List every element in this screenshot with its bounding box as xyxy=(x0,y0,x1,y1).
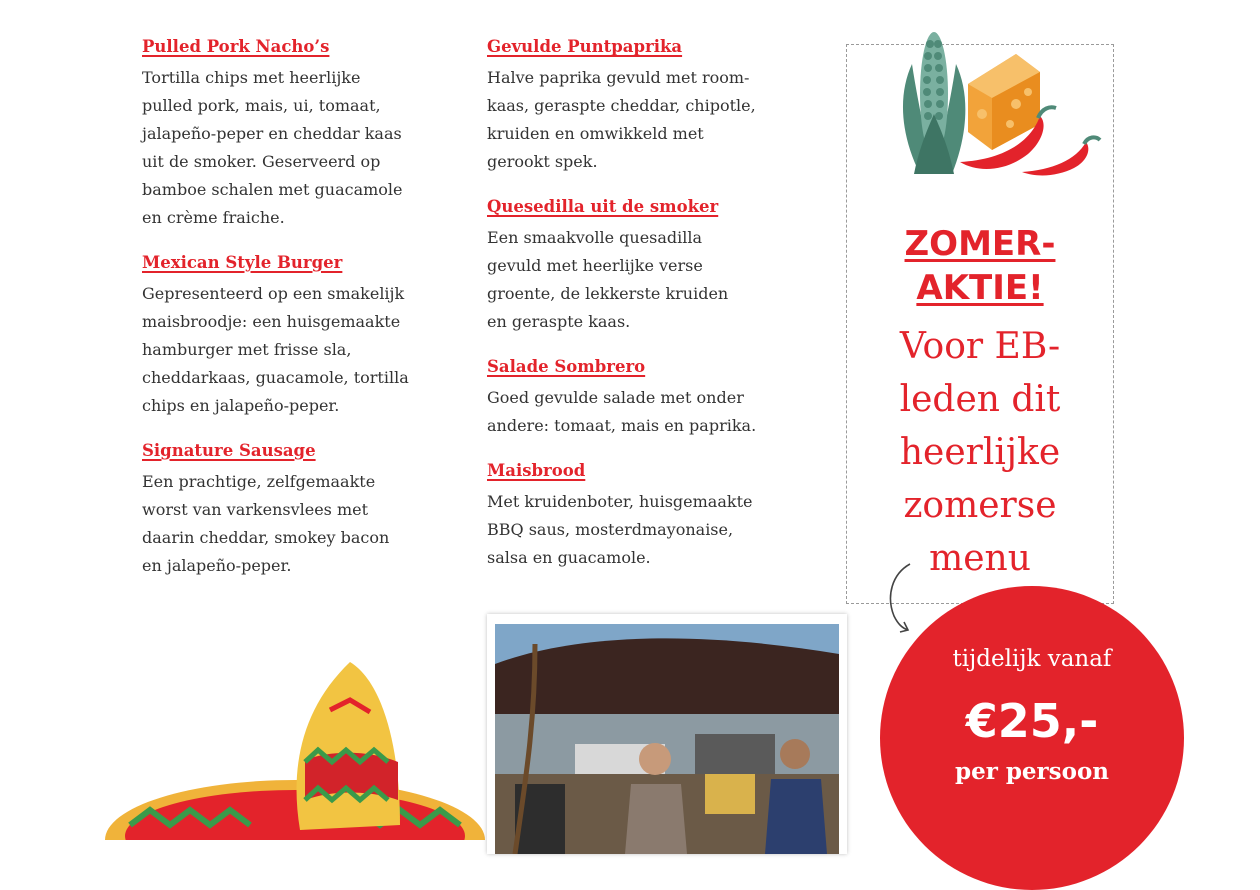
event-photo-image xyxy=(495,624,839,854)
price-suffix: per persoon xyxy=(954,758,1110,785)
promo-headline: ZOMER- AKTIE! xyxy=(904,224,1056,308)
menu-item-title: Gevulde Puntpaprika xyxy=(487,37,683,56)
menu-item-signature-sausage xyxy=(142,440,462,580)
event-photo xyxy=(487,614,847,854)
menu-item-title: Salade Sombrero xyxy=(487,357,646,376)
promo-text: Voor EB- leden dit heerlijke zomerse menu xyxy=(899,326,1061,579)
menu-item-description: Halve paprika gevuld met room- kaas, geraspte cheddar, chipotle, kruiden en omwikkeld met gerookt spek. xyxy=(487,68,756,171)
menu-item-description: Met kruidenboter, huisgemaakte BBQ saus, mosterdmayonaise, salsa en guacamole. xyxy=(487,492,753,567)
menu-item-pulled-pork-nachos xyxy=(142,36,462,232)
curved-arrow-icon xyxy=(880,560,920,636)
corn-icon xyxy=(903,32,965,174)
menu-item-title: Quesedilla uit de smoker xyxy=(487,197,719,216)
menu-item-quesedilla xyxy=(487,196,817,336)
menu-item-description: Een smaakvolle quesadilla gevuld met heerlijke verse groente, de lekkerste kruiden en geraspte kaas. xyxy=(487,228,729,331)
price-value: €25,- xyxy=(965,694,1099,748)
menu-item-title: Maisbrood xyxy=(487,461,586,480)
sombrero-illustration xyxy=(100,650,490,840)
menu-item-maisbrood xyxy=(487,460,817,572)
menu-column-left xyxy=(142,36,462,600)
menu-column-middle xyxy=(487,36,817,592)
menu-item-mexican-style-burger xyxy=(142,252,462,420)
menu-item-description: Gepresenteerd op een smakelijk maisbroodje: een huisgemaakte hamburger met frisse sla, cheddarkaas, guacamole, tortilla chips en jalapeño-peper. xyxy=(142,284,409,415)
price-prefix: tijdelijk vanaf xyxy=(952,646,1112,672)
food-illustration xyxy=(890,24,1110,184)
menu-item-title: Signature Sausage xyxy=(142,441,316,460)
menu-item-title: Mexican Style Burger xyxy=(142,253,343,272)
menu-item-gevulde-puntpaprika xyxy=(487,36,817,176)
menu-item-description: Goed gevulde salade met onder andere: tomaat, mais en paprika. xyxy=(487,388,757,435)
menu-item-title: Pulled Pork Nacho’s xyxy=(142,37,330,56)
price-badge xyxy=(880,586,1184,890)
menu-item-description: Een prachtige, zelfgemaakte worst van varkensvlees met daarin cheddar, smokey bacon en jalapeño-peper. xyxy=(142,472,390,575)
menu-item-salade-sombrero xyxy=(487,356,817,440)
menu-item-description: Tortilla chips met heerlijke pulled pork, mais, ui, tomaat, jalapeño-peper en cheddar kaas uit de smoker. Geserveerd op bamboe schalen met guacamole en crème fraiche. xyxy=(142,68,403,227)
